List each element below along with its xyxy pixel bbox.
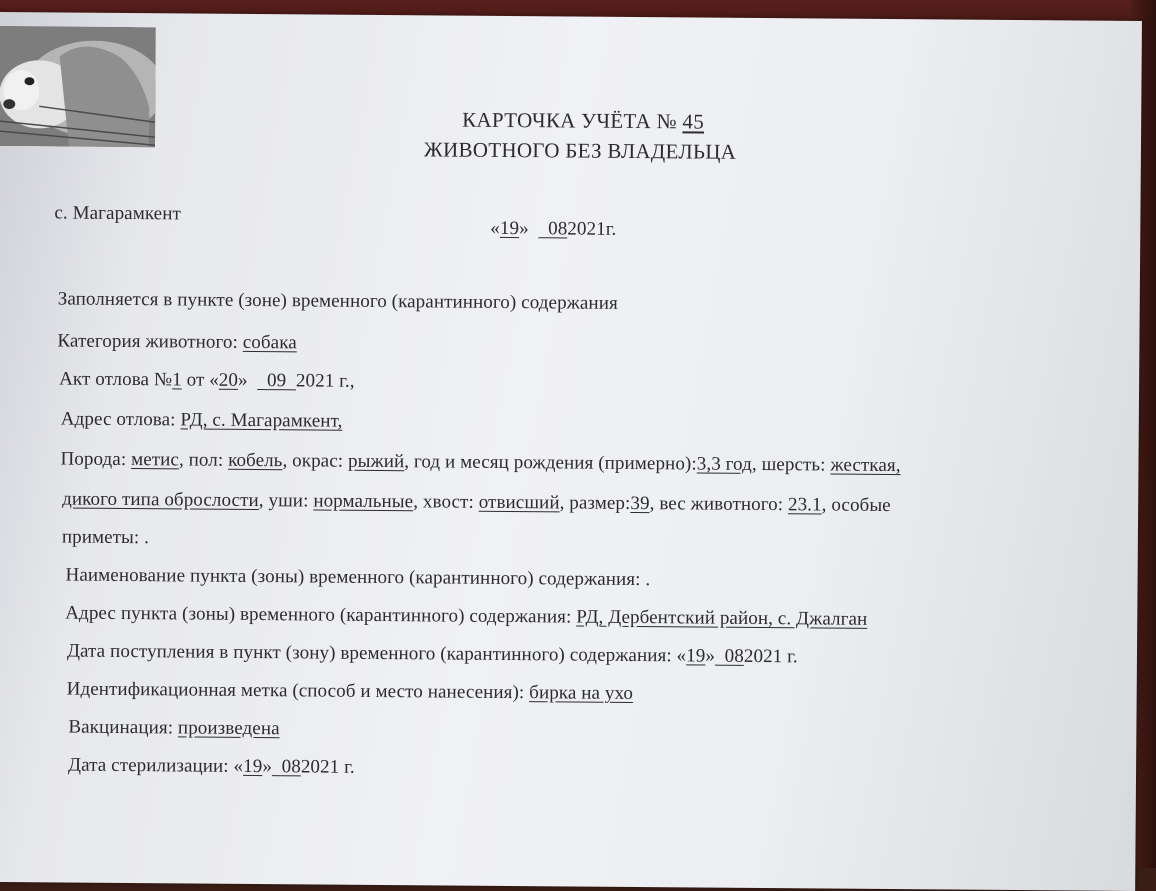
place: с. Магарамкент (54, 202, 182, 225)
point-address-row: Адрес пункта (зоны) временного (карантинного) содержания: РД, Дербентский район, с. Джалган (65, 602, 868, 630)
point-name-row: Наименование пункта (зоны) временного (карантинного) содержания: . (65, 564, 651, 591)
description-row-2: дикого типа оброслости, уши: нормальные, хвост: отвисший, размер:39, вес животного: 23.1, особые (62, 488, 891, 517)
card-number: 45 (682, 109, 705, 134)
dog-photo (0, 26, 156, 147)
document-sheet (0, 12, 1142, 891)
id-mark-row: Идентификационная метка (способ и место нанесения): бирка на ухо (66, 678, 634, 704)
title-line-1: КАРТОЧКА УЧЁТА № 45 (462, 107, 705, 134)
filled-in-note: Заполняется в пункте (зоне) временного (карантинного) содержания (57, 288, 618, 314)
category-row: Категория животного: собака (57, 330, 297, 354)
description-row-1: Порода: метис, пол: кобель, окрас: рыжий, год и месяц рождения (примерно):3,3 год, шерсть: жесткая, (60, 448, 901, 477)
capture-address-row: Адрес отлова: РД, с. Магарамкент, (60, 408, 343, 432)
card-date: «19» 082021г. (490, 217, 617, 240)
capture-act-row: Акт отлова №1 от «20» 09 2021 г., (59, 368, 355, 392)
title-line-2: ЖИВОТНОГО БЕЗ ВЛАДЕЛЬЦА (423, 137, 737, 164)
arrival-date-row: Дата поступления в пункт (зону) временного (карантинного) содержания: «19» 082021 г. (66, 640, 798, 668)
vaccination-row: Вакцинация: произведена (68, 716, 280, 740)
sterilization-date-row: Дата стерилизации: «19» 082021 г. (68, 754, 355, 778)
special-marks-row: приметы: . (61, 526, 150, 549)
